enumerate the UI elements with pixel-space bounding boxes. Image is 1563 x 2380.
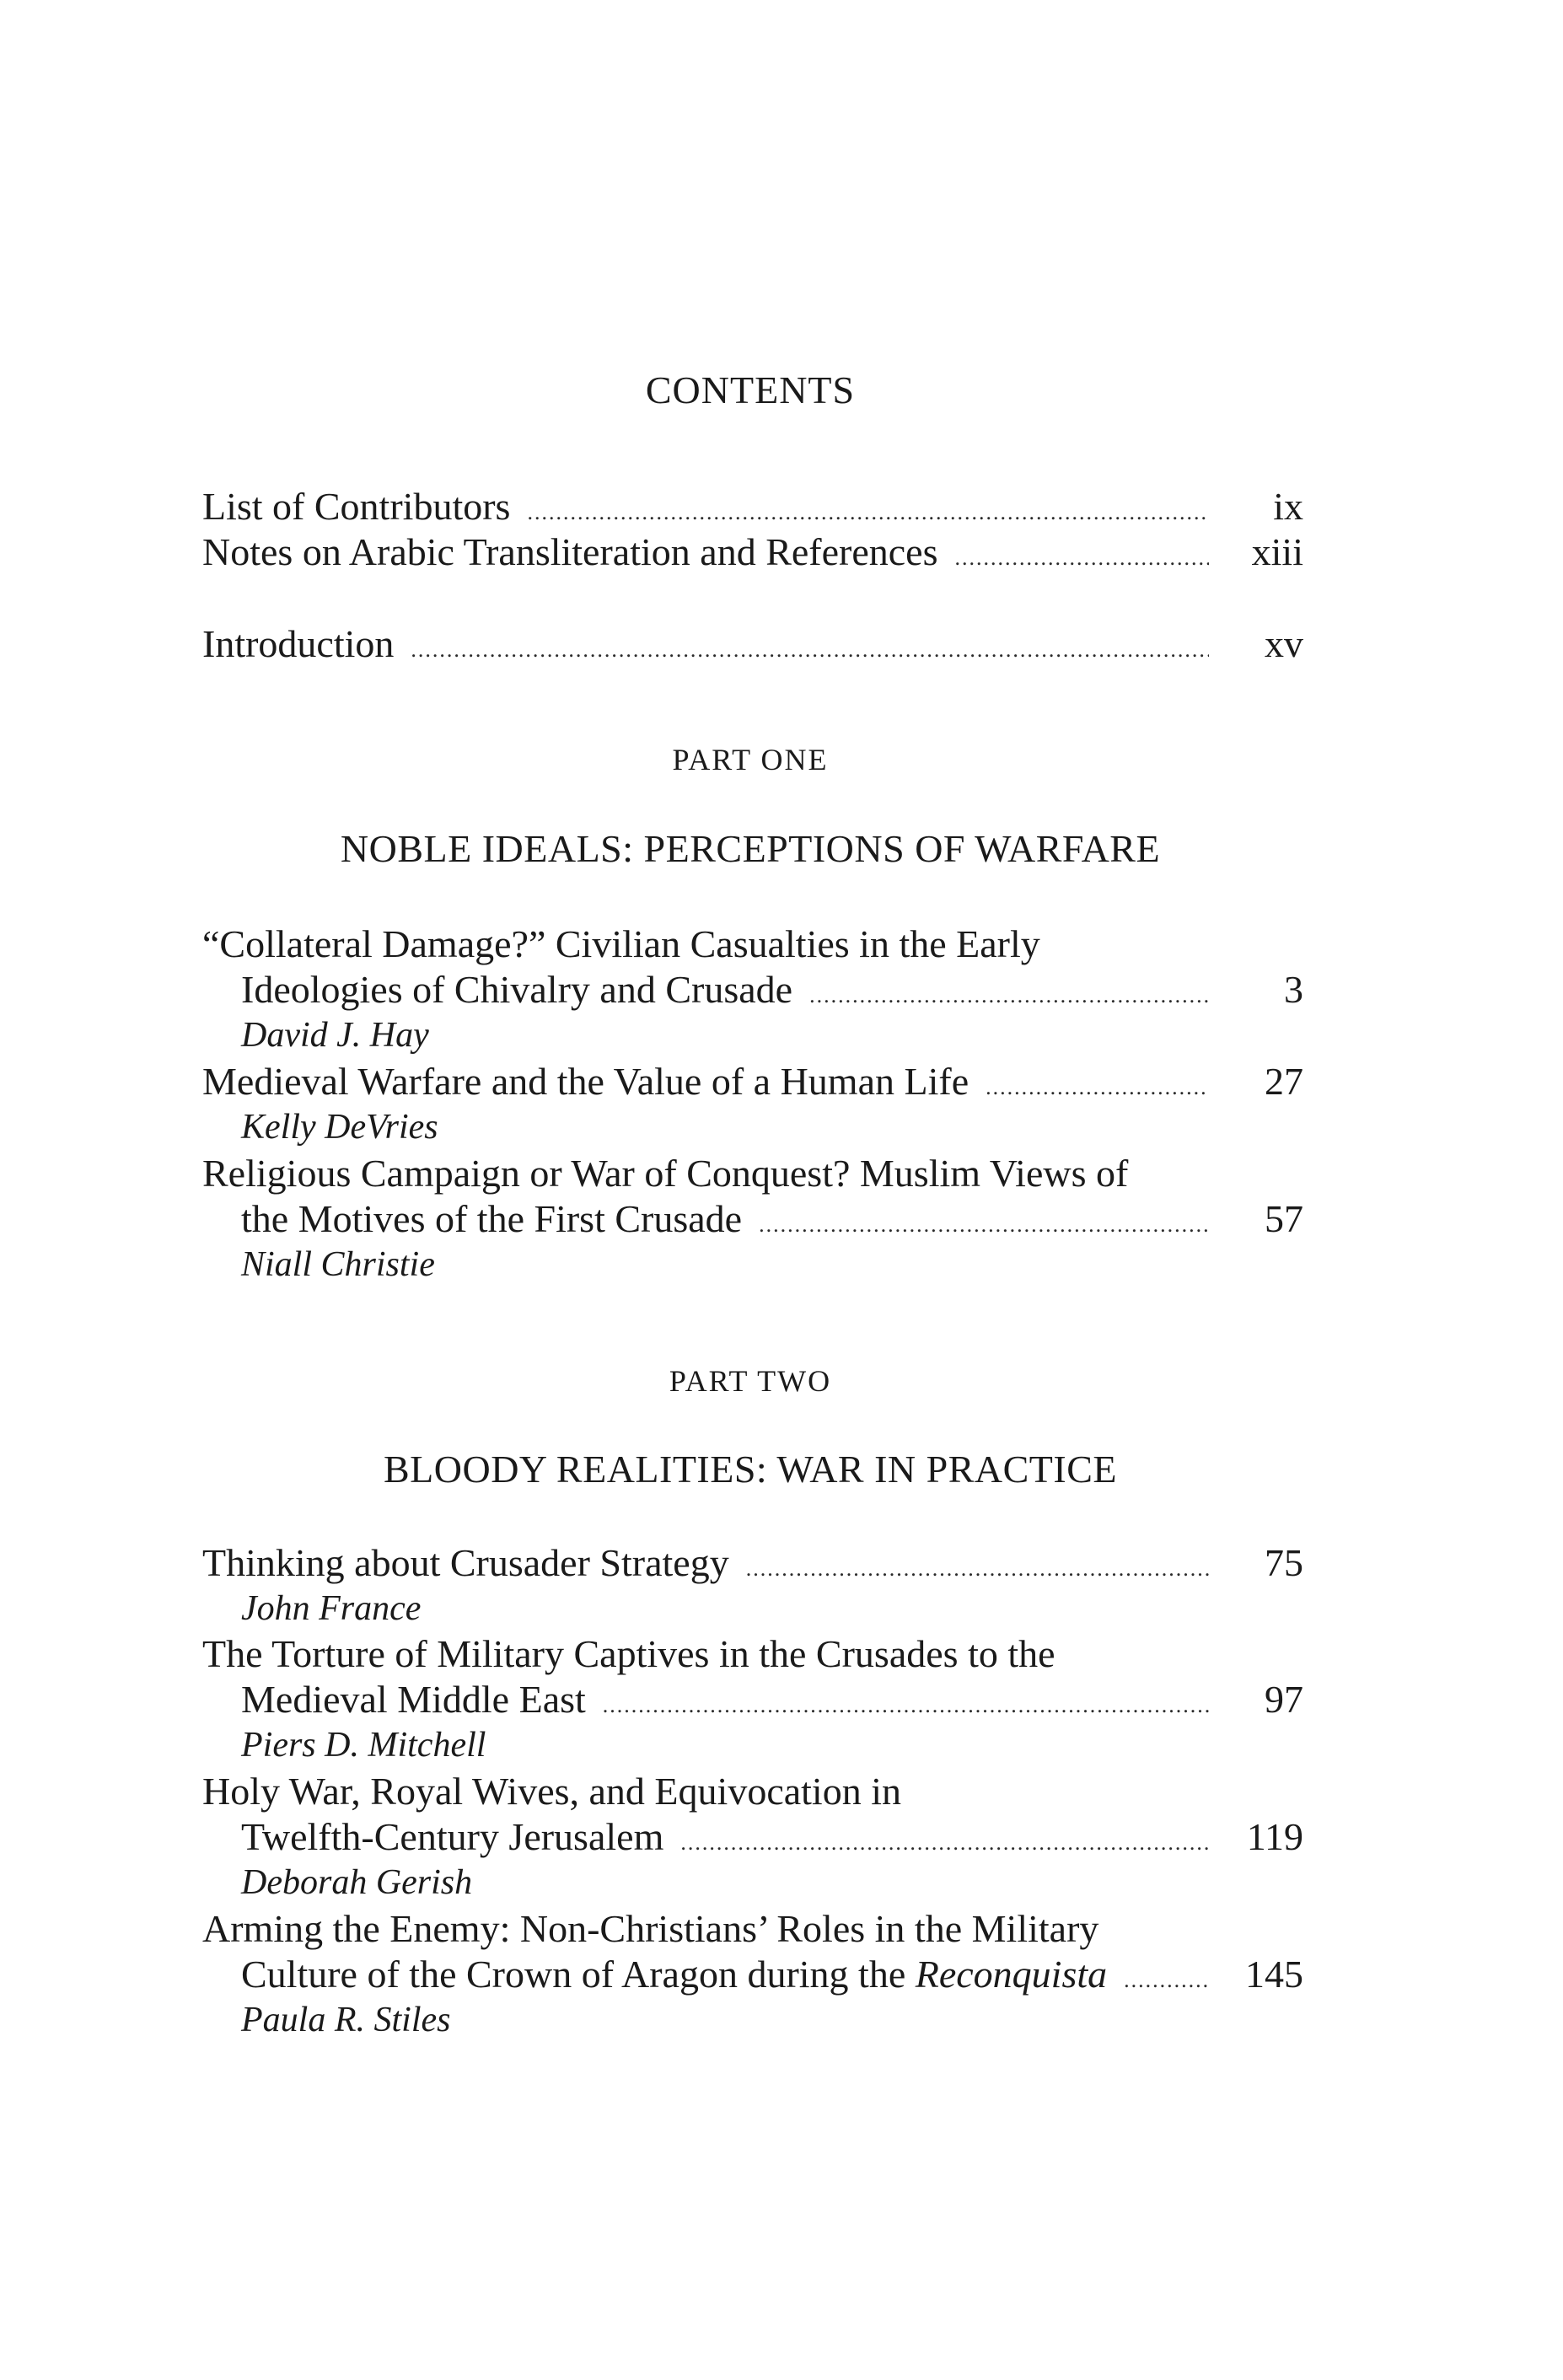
entry-title: Medieval Warfare and the Value of a Human Life	[202, 1060, 969, 1103]
toc-entry-introduction	[202, 621, 1303, 668]
page-number: 57	[1265, 1197, 1303, 1240]
toc-entry-chapter	[202, 1058, 1303, 1105]
page-number: 145	[1245, 1953, 1303, 1996]
page-number: xiii	[1251, 530, 1303, 573]
part-one-label: PART ONE	[672, 743, 829, 776]
toc-entry-chapter	[241, 966, 1303, 1013]
chapter-author: John France	[241, 1589, 422, 1628]
entry-title: the Motives of the First Crusade	[241, 1197, 743, 1240]
chapter-author: Niall Christie	[241, 1245, 435, 1284]
chapter-title-line: Religious Campaign or War of Conquest? Muslim Views of	[202, 1152, 1129, 1195]
chapter-author: Paula R. Stiles	[241, 2001, 451, 2039]
dot-leader	[411, 626, 1209, 674]
dot-leader	[809, 972, 1209, 1019]
chapter-author: David J. Hay	[241, 1016, 429, 1055]
entry-title: Ideologies of Chivalry and Crusade	[241, 968, 793, 1011]
part-one-title: NOBLE IDEALS: PERCEPTIONS OF WARFARE	[340, 827, 1161, 870]
dot-leader	[986, 1064, 1209, 1111]
page-number: 97	[1265, 1678, 1303, 1721]
page-number: 75	[1265, 1541, 1303, 1584]
dot-leader	[759, 1201, 1209, 1249]
page-number: xv	[1265, 622, 1303, 665]
entry-title-italic: Reconquista	[915, 1953, 1108, 1996]
chapter-title-line: “Collateral Damage?” Civilian Casualties in the Early	[202, 922, 1040, 965]
toc-entry-chapter	[241, 1951, 1303, 1998]
page-title: CONTENTS	[645, 368, 856, 411]
dot-leader	[955, 535, 1210, 582]
dot-leader	[680, 1819, 1209, 1867]
part-two-title: BLOODY REALITIES: WAR IN PRACTICE	[383, 1448, 1118, 1491]
chapter-author: Piers D. Mitchell	[241, 1726, 486, 1765]
entry-title-text: Culture of the Crown of Aragon during the	[241, 1953, 906, 1996]
part-two-label: PART TWO	[669, 1364, 832, 1398]
entry-title: Medieval Middle East	[241, 1678, 586, 1721]
page-number: 3	[1284, 968, 1303, 1011]
toc-entry-transliteration	[202, 529, 1303, 576]
dot-leader	[746, 1545, 1209, 1593]
chapter-author: Kelly DeVries	[241, 1108, 438, 1147]
page-number: 27	[1265, 1060, 1303, 1103]
toc-entry-chapter	[241, 1195, 1303, 1243]
entry-title: List of Contributors	[202, 485, 511, 528]
entry-title: Twelfth-Century Jerusalem	[241, 1815, 664, 1858]
toc-entry-chapter	[241, 1813, 1303, 1861]
dot-leader	[1124, 1957, 1209, 2004]
page-number: 119	[1246, 1815, 1303, 1858]
entry-title	[241, 1951, 1107, 1998]
entry-title: Thinking about Crusader Strategy	[202, 1541, 729, 1584]
dot-leader	[603, 1682, 1209, 1729]
chapter-author: Deborah Gerish	[241, 1863, 473, 1902]
chapter-title-line: Arming the Enemy: Non-Christians’ Roles in the Military	[202, 1907, 1099, 1950]
page-number: ix	[1273, 485, 1303, 528]
chapter-title-line: The Torture of Military Captives in the Crusades to the	[202, 1632, 1055, 1675]
toc-entry-contributors	[202, 483, 1303, 530]
entry-title: Notes on Arabic Transliteration and References	[202, 530, 938, 573]
chapter-title-line: Holy War, Royal Wives, and Equivocation in	[202, 1770, 901, 1813]
toc-entry-chapter	[241, 1676, 1303, 1723]
toc-entry-chapter	[202, 1539, 1303, 1587]
entry-title: Introduction	[202, 622, 395, 665]
